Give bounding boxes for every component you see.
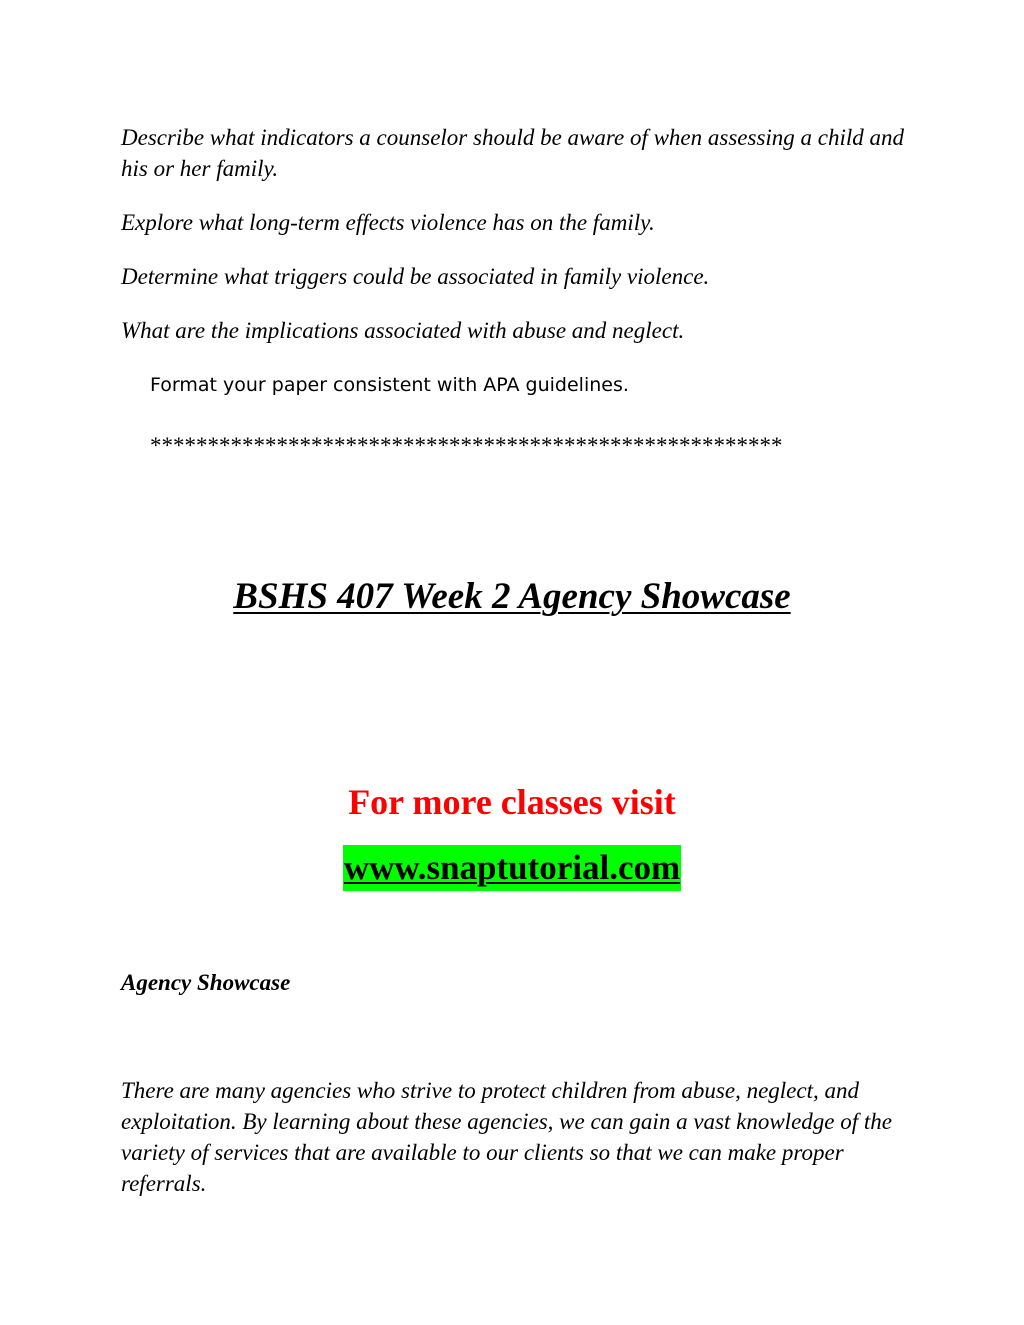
question-long-term-effects: Explore what long-term effects violence has on the family. <box>121 210 655 235</box>
question-triggers: Determine what triggers could be associated in family violence. <box>121 264 710 289</box>
promo-link-container <box>0 845 1024 891</box>
format-note: Format your paper consistent with APA guidelines. <box>150 374 629 396</box>
question-implications: What are the implications associated with abuse and neglect. <box>121 318 685 343</box>
snaptutorial-link[interactable]: www.snaptutorial.com <box>343 845 681 891</box>
question-counselor-indicators: Describe what indicators a counselor should be aware of when assessing a child and his or her family. <box>121 125 905 181</box>
promo-heading: For more classes visit <box>348 782 676 822</box>
document-title: BSHS 407 Week 2 Agency Showcase <box>233 576 791 617</box>
section-body: There are many agencies who strive to protect children from abuse, neglect, and exploitation. By learning about these agencies, we can gain a vast knowledge of the variety of services that are available to our clients so that we can make proper referrals. <box>121 1078 892 1196</box>
section-heading: Agency Showcase <box>121 970 291 995</box>
separator-asterisks: ******************************************************* <box>150 433 783 458</box>
